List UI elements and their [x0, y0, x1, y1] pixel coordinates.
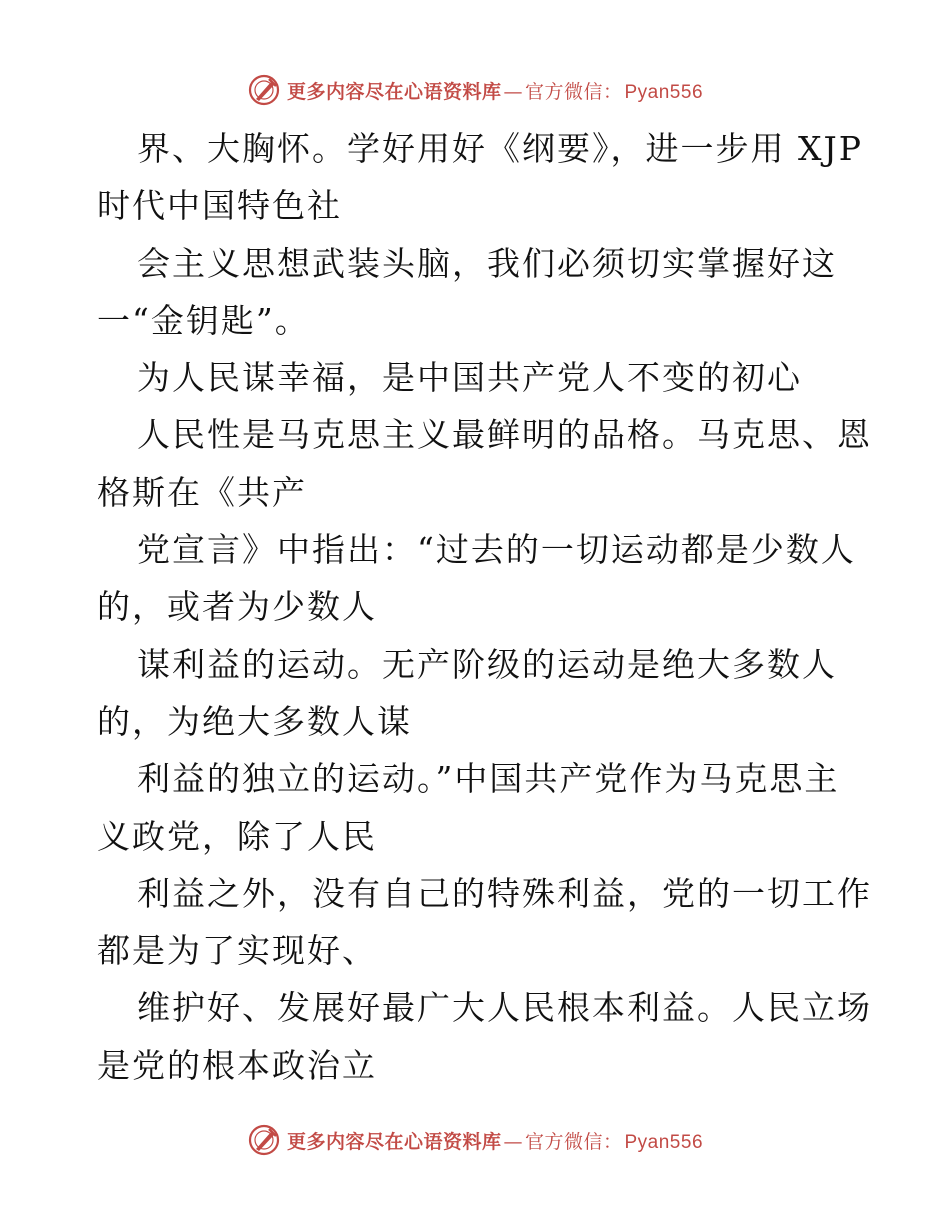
- section-heading: 为人民谋幸福，是中国共产党人不变的初心: [137, 358, 802, 398]
- body-line: 是党的根本政治立: [97, 1045, 377, 1085]
- footer-banner: [0, 1120, 950, 1160]
- body-line: 都是为了实现好、: [97, 931, 377, 971]
- header-banner: [0, 70, 950, 110]
- body-line: 的，或者为少数人: [97, 587, 377, 627]
- body-line: 义政党，除了人民: [97, 816, 377, 856]
- body-line: 利益之外，没有自己的特殊利益，党的一切工作: [137, 873, 872, 913]
- body-line: 党宣言》中指出：“过去的一切运动都是少数人: [137, 530, 856, 570]
- banner-main-text: 更多内容尽在心语资料库: [286, 1130, 502, 1153]
- body-line: 的，为绝大多数人谋: [97, 701, 412, 741]
- brand-logo-icon: [247, 73, 281, 107]
- body-line: 一“金钥匙”。: [97, 300, 310, 340]
- document-body: [97, 120, 872, 1094]
- body-line: 会主义思想武装头脑，我们必须切实掌握好这: [137, 243, 837, 283]
- banner-wechat-id: Pyan556: [624, 1131, 704, 1153]
- banner-main-text: 更多内容尽在心语资料库: [286, 80, 502, 103]
- body-line: 维护好、发展好最广大人民根本利益。人民立场: [137, 988, 872, 1028]
- banner-wechat-id: Pyan556: [624, 81, 704, 103]
- banner-dash: —: [503, 1130, 523, 1153]
- body-line: 时代中国特色社: [97, 186, 342, 226]
- body-line: 格斯在《共产: [97, 472, 307, 512]
- brand-logo-icon: [247, 1123, 281, 1157]
- body-line: 谋利益的运动。无产阶级的运动是绝大多数人: [137, 644, 837, 684]
- banner-dash: —: [503, 80, 523, 103]
- banner-text: [287, 1127, 703, 1154]
- body-line: 界、大胸怀。学好用好《纲要》，进一步用 XJP: [137, 129, 863, 168]
- body-line: 人民性是马克思主义最鲜明的品格。马克思、恩: [137, 415, 872, 455]
- banner-wechat-label: 官方微信：: [524, 80, 623, 103]
- banner-text: [287, 77, 703, 104]
- banner-wechat-label: 官方微信：: [524, 1130, 623, 1153]
- body-line: 利益的独立的运动。”中国共产党作为马克思主: [137, 759, 840, 799]
